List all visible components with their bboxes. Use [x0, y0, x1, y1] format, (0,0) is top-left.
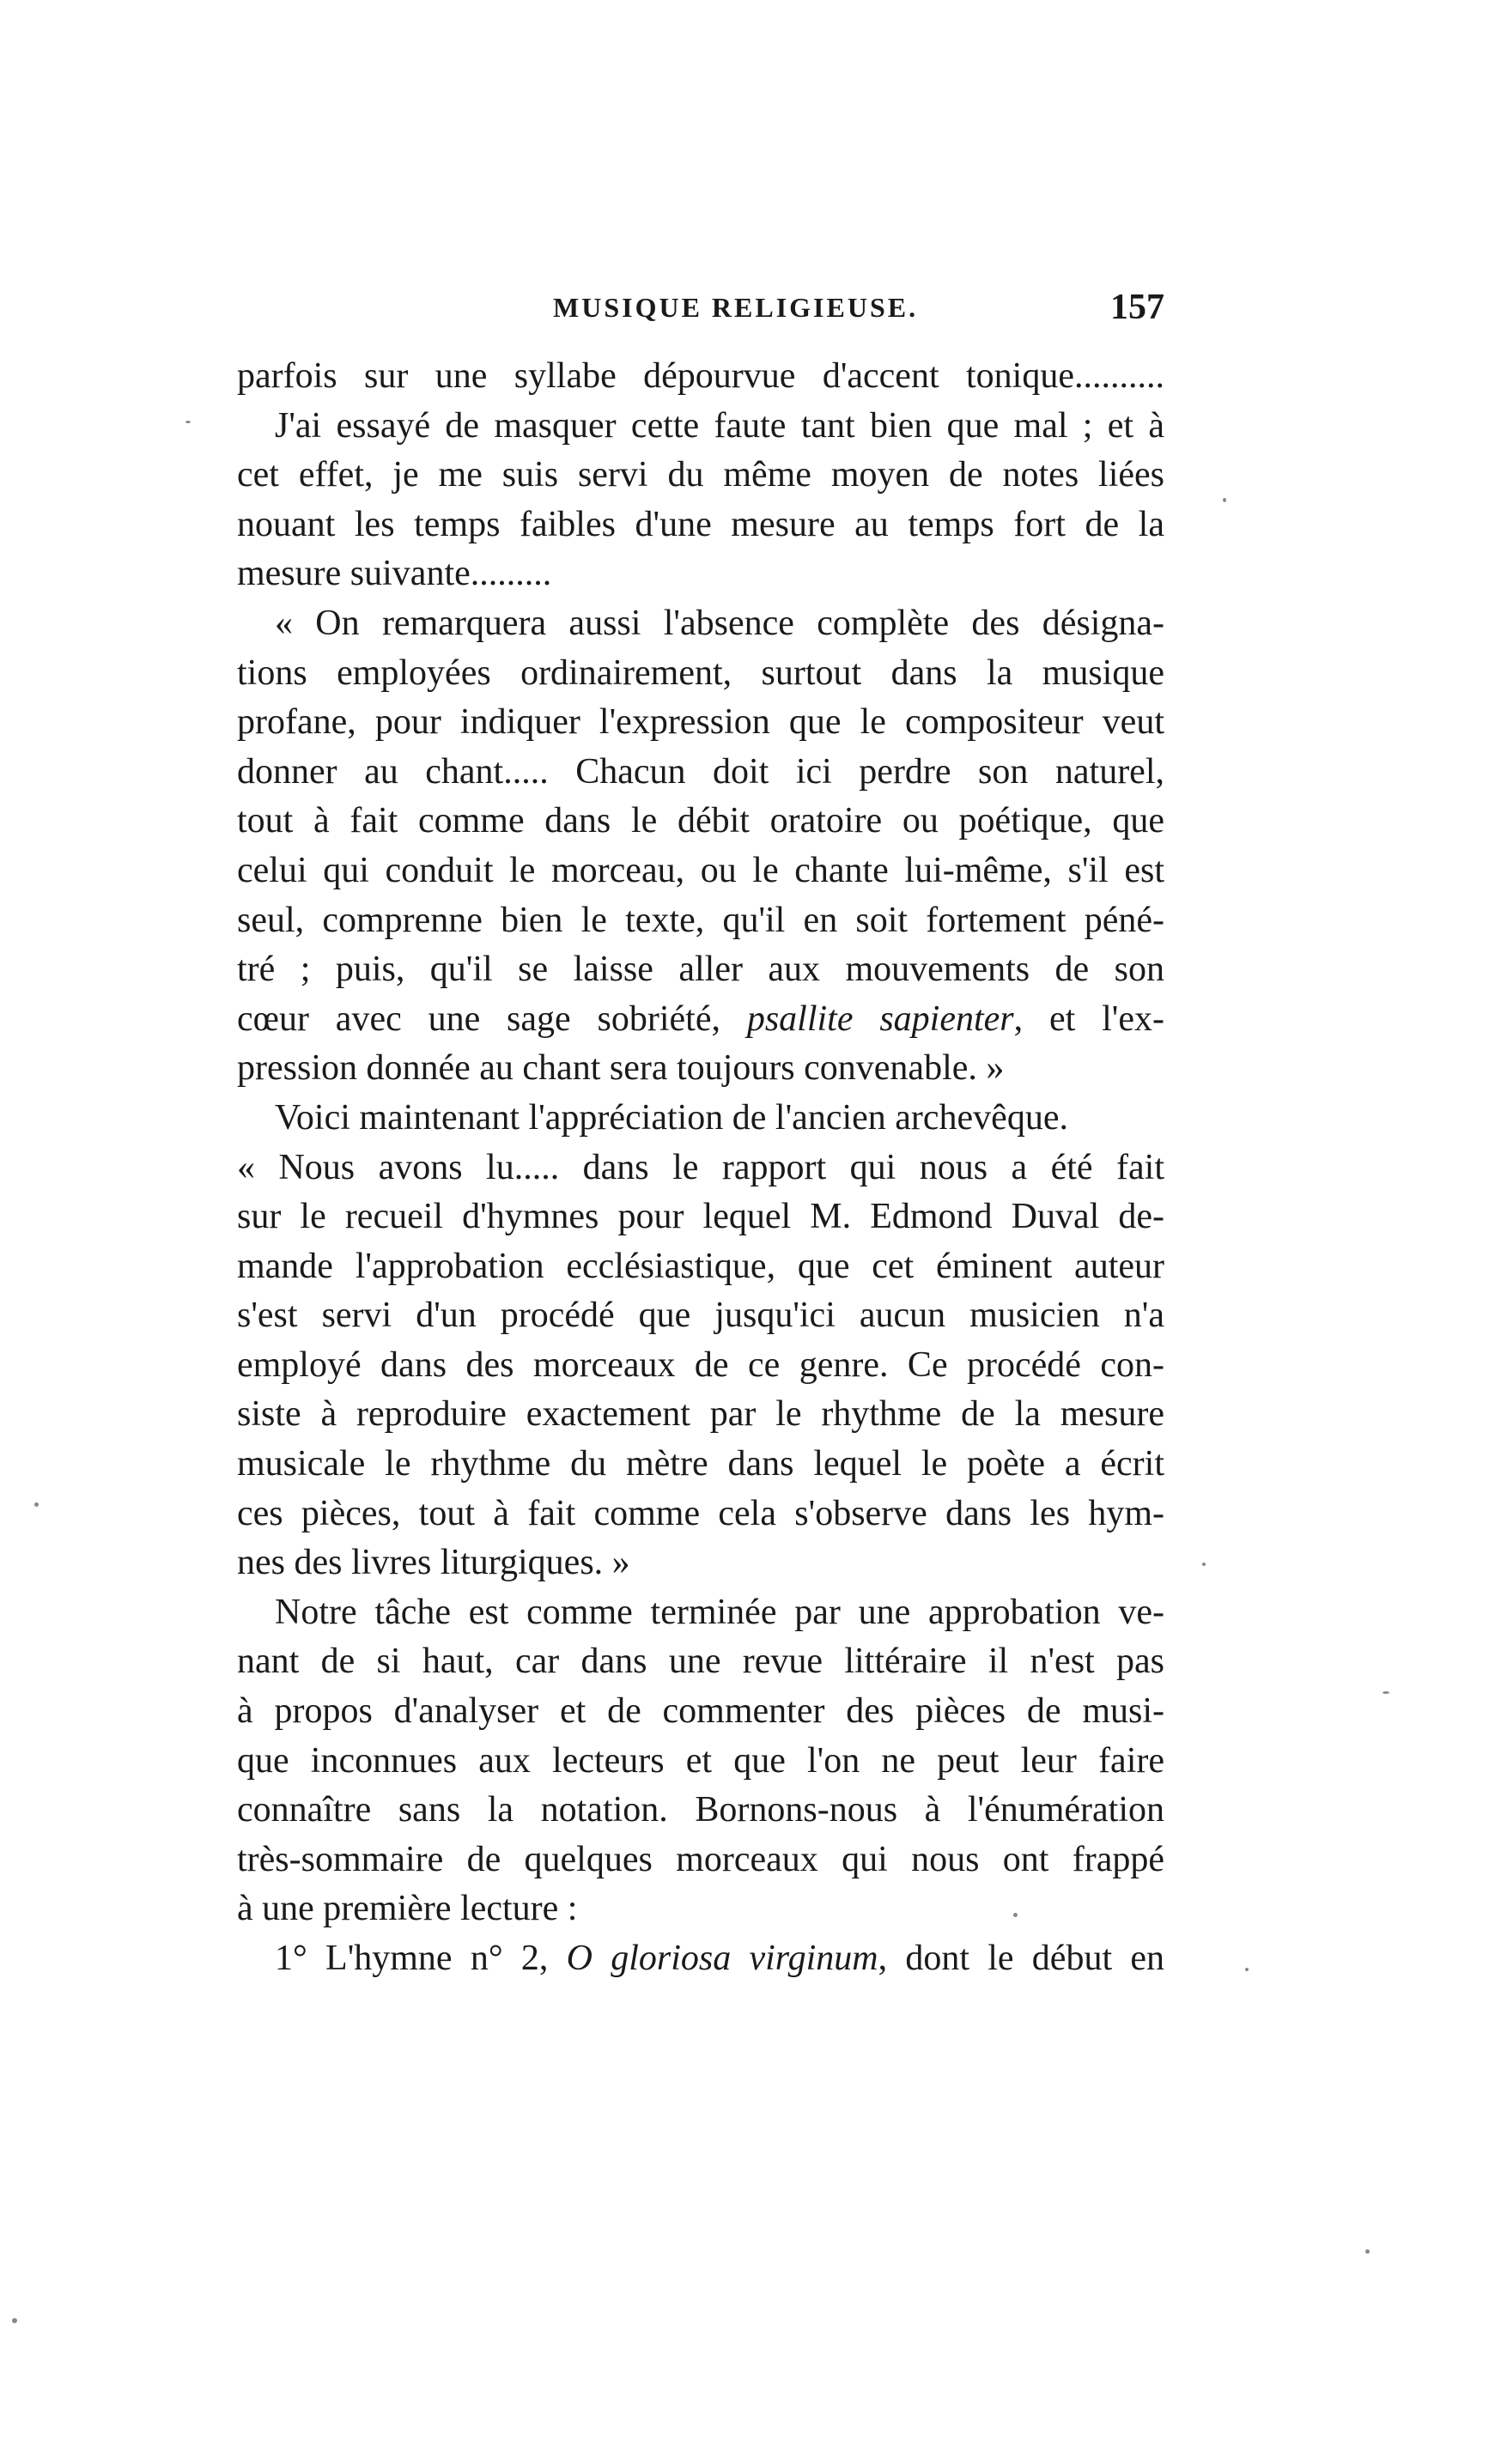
- text-line: tions employées ordinairement, surtout dans la musique: [237, 652, 1164, 693]
- scan-speck: [1245, 1968, 1249, 1971]
- hymn-title: O gloriosa virginum: [566, 1939, 878, 1978]
- text-line: pression donnée au chant sera toujours convenable. »: [237, 1048, 1005, 1089]
- scan-speck: [12, 2318, 17, 2323]
- scan-speck: [1013, 1913, 1018, 1917]
- text-line: Voici maintenant l'appréciation de l'ancien archevêque.: [275, 1097, 1068, 1138]
- text-line: sur le recueil d'hymnes pour lequel M. Edmond Duval de-: [237, 1197, 1164, 1237]
- text-line: seul, comprenne bien le texte, qu'il en soit fortement péné-: [237, 900, 1164, 940]
- text-line: parfois sur une syllabe dépourvue d'accent tonique..........: [237, 356, 1164, 396]
- running-head: [237, 287, 1164, 338]
- text-line: tout à fait comme dans le débit oratoire ou poétique, que: [237, 801, 1164, 841]
- text-line: à propos d'analyser et de commenter des pièces de musi-: [237, 1691, 1164, 1732]
- scan-speck: [1382, 1691, 1389, 1694]
- text-line: J'ai essayé de masquer cette faute tant bien que mal ; et à: [275, 405, 1164, 446]
- text-line: musicale le rhythme du mètre dans lequel le poète a écrit: [237, 1444, 1164, 1484]
- text-line: à une première lecture :: [237, 1889, 578, 1929]
- text-line: mesure suivante.........: [237, 554, 552, 594]
- text-line: que inconnues aux lecteurs et que l'on ne peut leur faire: [237, 1740, 1164, 1781]
- text-line: siste à reproduire exactement par le rhythme de la mesure: [237, 1394, 1164, 1435]
- text-segment: , et l'ex-: [1013, 998, 1164, 1039]
- text-segment: 1° L'hymne n° 2,: [275, 1939, 567, 1978]
- text-line: ces pièces, tout à fait comme cela s'observe dans les hym-: [237, 1493, 1164, 1533]
- scan-speck: [1223, 498, 1226, 502]
- body-text: [237, 352, 1164, 1984]
- text-line: nant de si haut, car dans une revue littéraire il n'est pas: [237, 1642, 1164, 1682]
- scan-speck: [34, 1502, 39, 1507]
- text-line: profane, pour indiquer l'expression que le compositeur veut: [237, 702, 1164, 743]
- text-line-mixed: [237, 1934, 1164, 1984]
- text-line: très-sommaire de quelques morceaux qui nous ont frappé: [237, 1839, 1164, 1879]
- text-segment: cœur avec une sage sobriété,: [237, 998, 747, 1039]
- text-line: connaître sans la notation. Bornons-nous à l'énumération: [237, 1790, 1164, 1830]
- page-number: 157: [1110, 288, 1164, 327]
- text-line: nes des livres liturgiques. »: [237, 1543, 630, 1583]
- scan-speck: [1365, 2249, 1370, 2254]
- text-line: s'est servi d'un procédé que jusqu'ici aucun musicien n'a: [237, 1296, 1164, 1336]
- text-line: Notre tâche est comme terminée par une approbation ve-: [275, 1592, 1164, 1632]
- text-line: mande l'approbation ecclésiastique, que cet éminent auteur: [237, 1246, 1164, 1286]
- text-line: « Nous avons lu..... dans le rapport qui nous a été fait: [237, 1147, 1164, 1187]
- text-line: nouant les temps faibles d'une mesure au temps fort de la: [237, 504, 1164, 544]
- latin-phrase: psallite sapienter: [746, 998, 1014, 1039]
- scan-speck: [1202, 1563, 1206, 1566]
- running-title: MUSIQUE RELIGIEUSE.: [553, 292, 919, 323]
- text-segment: , dont le début en: [878, 1939, 1164, 1978]
- text-line: celui qui conduit le morceau, ou le chante lui-même, s'il est: [237, 850, 1164, 890]
- text-line-mixed: [237, 995, 1164, 1045]
- scan-speck: [185, 421, 191, 423]
- text-line: donner au chant..... Chacun doit ici perdre son naturel,: [237, 751, 1164, 792]
- text-line: cet effet, je me suis servi du même moyen de notes liées: [237, 455, 1164, 495]
- text-line: employé dans des morceaux de ce genre. Ce procédé con-: [237, 1344, 1164, 1385]
- text-line: tré ; puis, qu'il se laisse aller aux mouvements de son: [237, 950, 1164, 990]
- text-line: « On remarquera aussi l'absence complète des désigna-: [275, 603, 1164, 643]
